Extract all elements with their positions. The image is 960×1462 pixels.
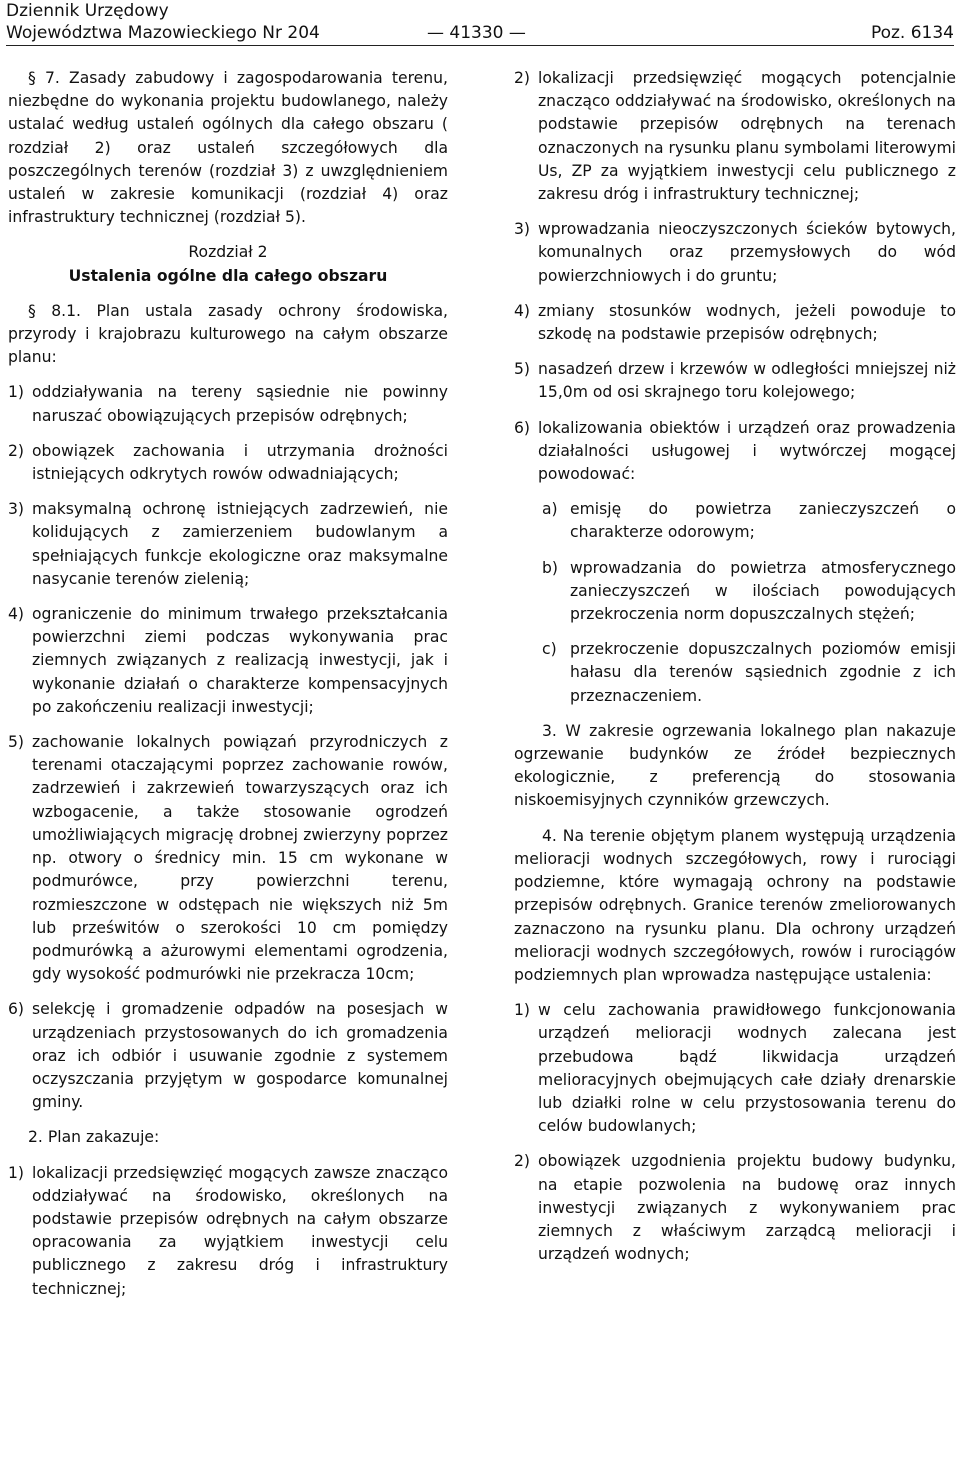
paragraph-7: § 7. Zasady zabudowy i zagospodarowania terenu, niezbędne do wykonania projektu budowlanego, należy ustalać według ustaleń ogólnych dla całego obszaru ( rozdział 2) oraz ustaleń szczegółowych dla poszczególnych terenów (rozdział 3) z uwzględnieniem ustaleń w zakresie komunikacji (rozdział 4) oraz infrastruktury technicznej (rozdział 5). xyxy=(8,69,448,227)
right-column xyxy=(514,67,956,1278)
list-item: 2) obowiązek uzgodnienia projektu budowy budynku, na etapie pozwolenia na budowę oraz innych inwestycji związanych z wykonywaniem prac ziemnych z właściwym zarządcą melioracji i urządzeń wodnych; xyxy=(514,1152,956,1264)
list-item: 5) zachowanie lokalnych powiązań przyrodniczych z terenami otaczającymi poprzez zachowanie rowów, zadrzewień i zakrzewień towarzyszących oraz ich wzbogacenie, a także stosowanie ogrodzeń umożliwiających migrację drobnej zwierzyny poprzez np. otwory o średnicy min. 15 cm wykonane w podmurówce, przy powierzchni terenu, rozmieszczone w odstępach nie większych niż 5m lub prześwitów o szerokości 10 cm pomiędzy podmurówką a ażurowymi elementami ogrodzenia, gdy wysokość podmurówki nie przekracza 10cm; xyxy=(8,733,448,984)
list-item: 6) lokalizowania obiektów i urządzeń oraz prowadzenia działalności usługowej i wytwórczej mogącej powodować: xyxy=(514,418,956,484)
paragraph-8-2: 2. Plan zakazuje: xyxy=(28,1128,160,1147)
list-item: 3) maksymalną ochronę istniejących zadrzewień, nie kolidujących z zamierzeniem budowlanym a spełniających funkcje ekologiczne oraz maksymalne nasycanie terenów zielenią; xyxy=(8,500,448,588)
paragraph-8-4: 4. Na terenie objętym planem występują urządzenia melioracji wodnych szczegółowych, rowy i rurociągi podziemne, które wymagają ochrony na podstawie przepisów odrębnych. Granice terenów zmeliorowanych zaznaczono na rysunku planu. Dla ochrony urządzeń melioracji wodnych szczegółowych, rowów i rurociągów podziemnych plan wprowadza następujące ustalenia: xyxy=(514,826,956,984)
chapter-title: Ustalenia ogólne dla całego obszaru xyxy=(68,266,388,285)
list-item: 3) wprowadzania nieoczyszczonych ścieków bytowych, komunalnych oraz przemysłowych do wód powierzchniowych i do gruntu; xyxy=(514,220,956,285)
journal-title: Dziennik Urzędowy xyxy=(6,1,169,21)
list-item: 4) ograniczenie do minimum trwałego przekształcania powierzchni ziemi podczas wykonywania prac ziemnych związanych z realizacją inwestycji, jak i wykonanie działań o charakterze kompensacyjnych po zakończeniu realizacji inwestycji; xyxy=(8,605,448,716)
list-item: 1) lokalizacji przedsięwzięć mogących zawsze znacząco oddziaływać na środowisko, określonych na podstawie przepisów odrębnych na całym obszarze opracowania za wyjątkiem inwestycji celu publicznego z zakresu dróg i infrastruktury technicznej; xyxy=(8,1163,448,1298)
list-item: 2) obowiązek zachowania i utrzymania drożności istniejących odkrytych rowów odwadniających; xyxy=(8,441,448,484)
list-item: 5) nasadzeń drzew i krzewów w odległości mniejszej niż 15,0m od osi skrajnego toru kolejowego; xyxy=(514,360,956,402)
list-item: 4) zmiany stosunków wodnych, jeżeli powoduje to szkodę na podstawie przepisów odrębnych; xyxy=(514,301,956,344)
sub-list-item: c) przekroczenie dopuszczalnych poziomów emisji hałasu dla terenów sąsiednich zgodnie z ich przeznaczeniem. xyxy=(542,640,956,705)
paragraph-8-3: 3. W zakresie ogrzewania lokalnego plan nakazuje ogrzewanie budynków ze źródeł bezpiecznych ekologicznie, z preferencją do stosowania niskoemisyjnych czynników grzewczych. xyxy=(514,721,956,810)
page-number: — 41330 — xyxy=(427,23,526,43)
sub-list-item: b) wprowadzania do powietrza atmosferycznego zanieczyszczeń w ilościach powodujących przekroczenia norm dopuszczalnych stężeń; xyxy=(542,558,956,624)
header-rule xyxy=(6,45,954,46)
journal-issue: Województwa Mazowieckiego Nr 204 xyxy=(6,23,320,43)
paragraph-8-1: § 8.1. Plan ustala zasady ochrony środowiska, przyrody i krajobrazu kulturowego na całym obszarze planu: xyxy=(8,301,448,367)
position-number: Poz. 6134 xyxy=(870,23,954,43)
chapter-number: Rozdział 2 xyxy=(188,243,268,262)
list-item: 1) w celu zachowania prawidłowego funkcjonowania urządzeń melioracji wodnych zalecana jest przebudowa bądź likwidacja urządzeń melioracyjnych obejmujących całe działy drenarskie lub działki rolne w celu przystosowania terenu do celów budowlanych; xyxy=(514,1001,956,1136)
left-column xyxy=(8,67,448,1313)
page-header xyxy=(6,0,954,46)
list-item: 2) lokalizacji przedsięwzięć mogących potencjalnie znacząco oddziaływać na środowisko, określonych na podstawie przepisów odrębnych na terenach oznaczonych na rysunku planu symbolami literowymi Us, ZP za wyjątkiem inwestycji celu publicznego z zakresu dróg i infrastruktury technicznej; xyxy=(514,69,956,204)
list-item: 6) selekcję i gromadzenie odpadów na posesjach w urządzeniach przystosowanych do ich gromadzenia oraz ich odbiór i usuwanie zgodnie z systemem oczyszczania przyjętym w gospodarce komunalnej gminy. xyxy=(8,1000,448,1112)
sub-list-item: a) emisję do powietrza zanieczyszczeń o charakterze odorowym; xyxy=(542,500,956,542)
list-item: 1) oddziaływania na tereny sąsiednie nie powinny naruszać obowiązujących przepisów odrębnych; xyxy=(8,383,448,425)
